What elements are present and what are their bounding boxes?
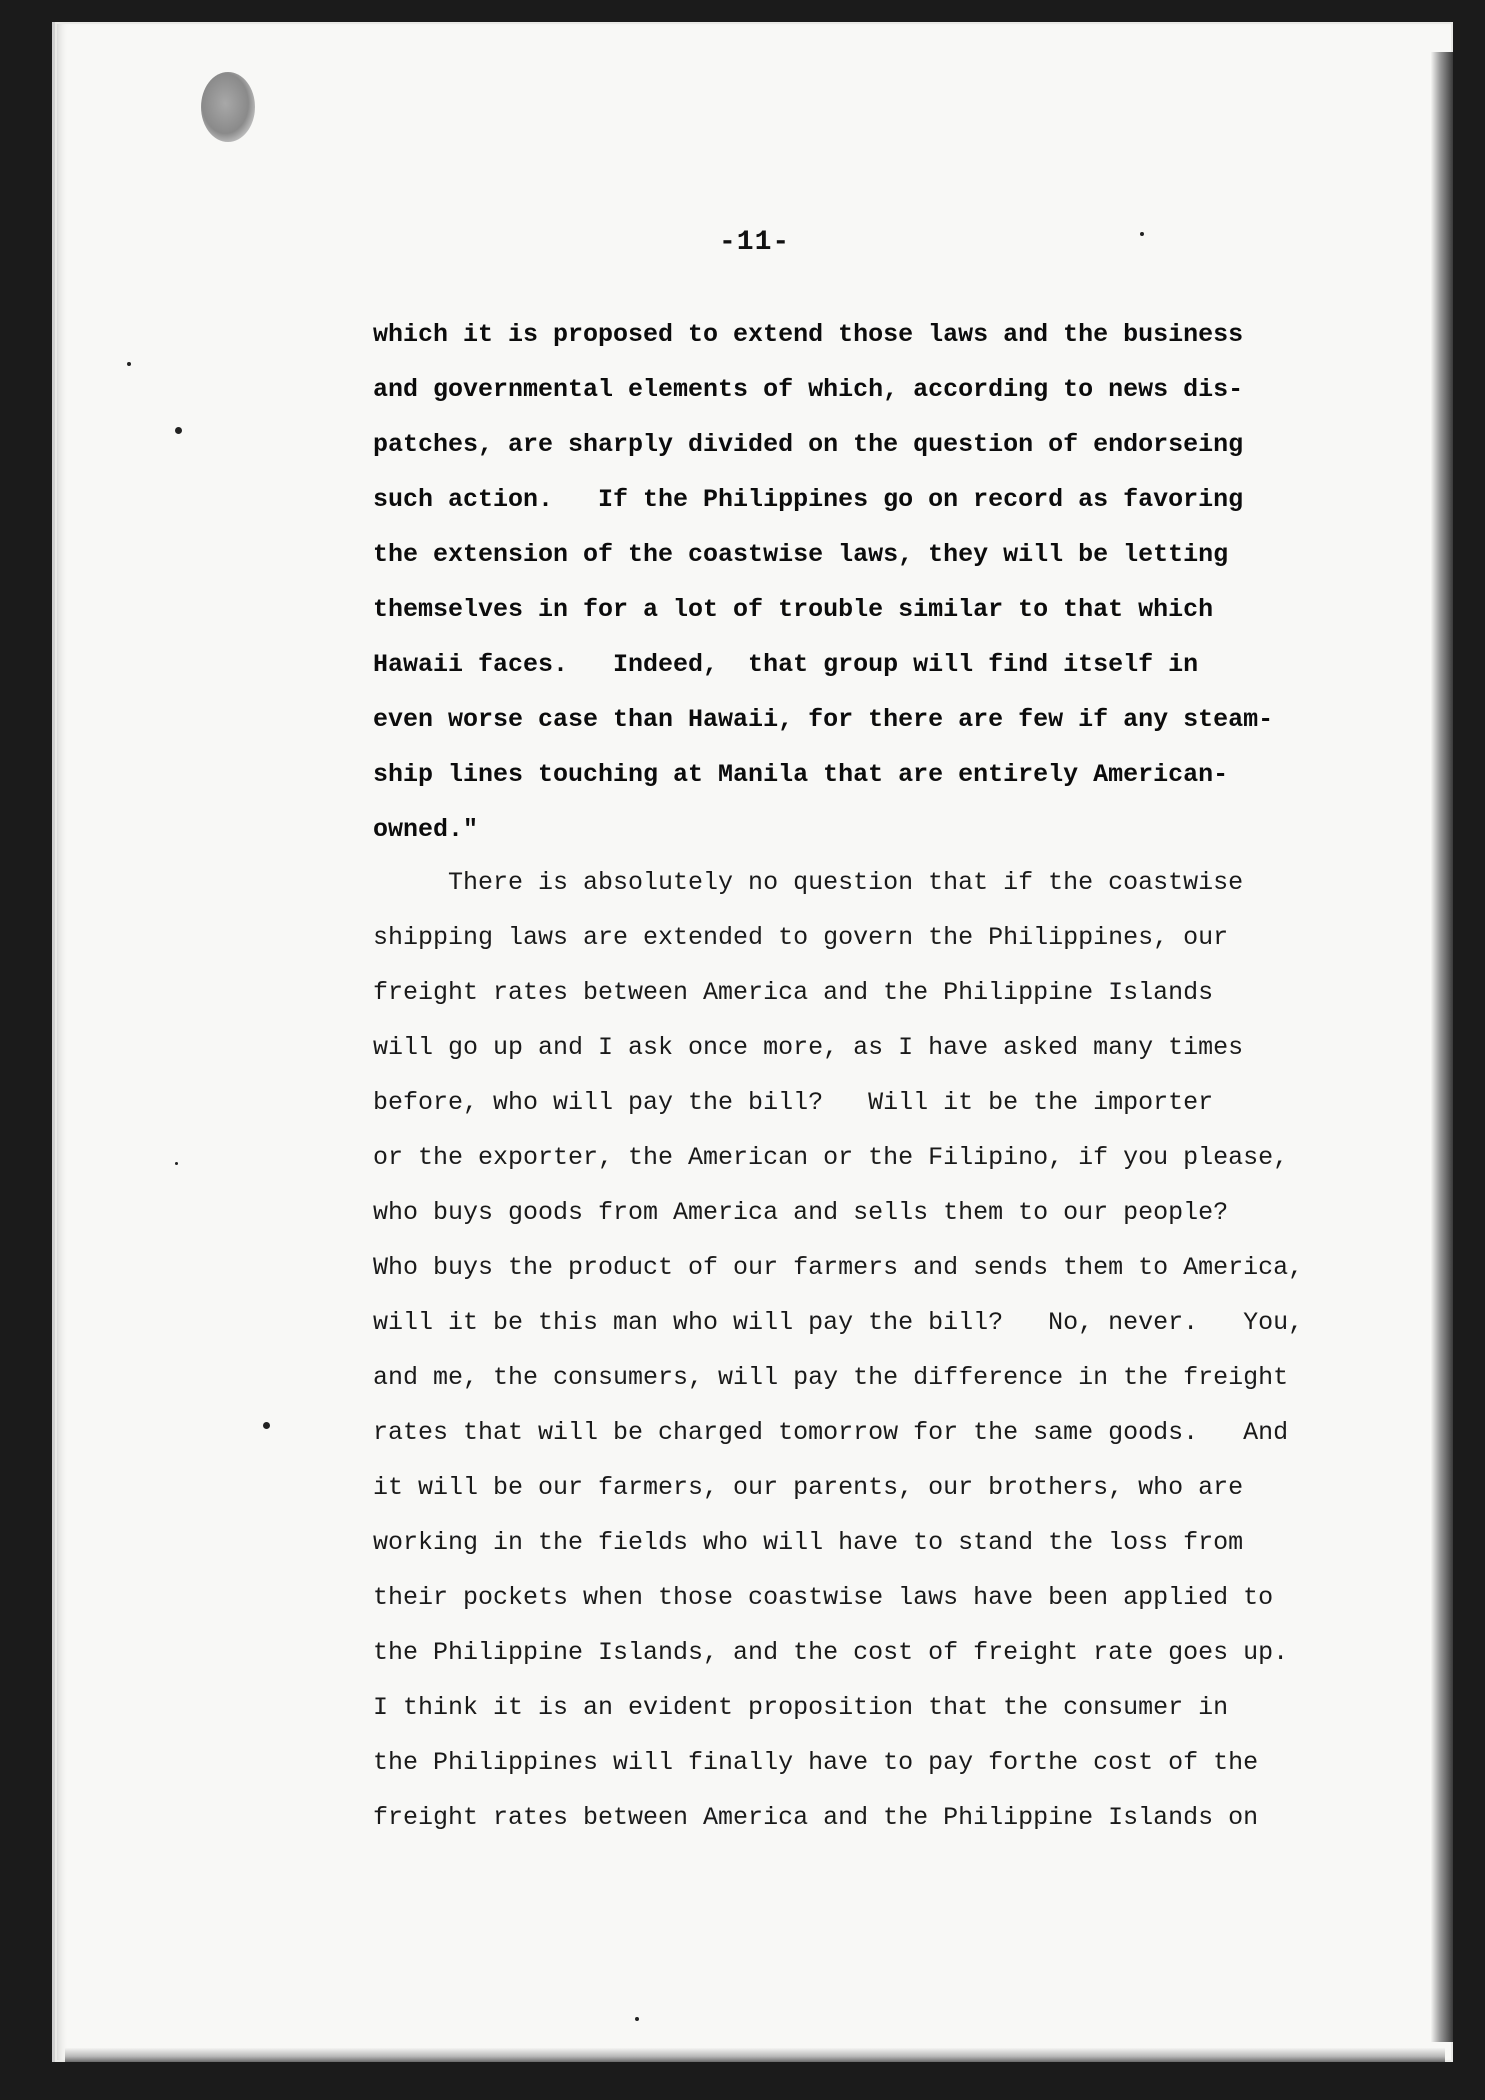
text-line: freight rates between America and the Philippine Islands on [373, 1803, 1259, 1832]
text-line: themselves in for a lot of trouble similar to that which [373, 595, 1214, 624]
text-line: which it is proposed to extend those laws and the business [373, 320, 1244, 349]
punch-hole-mark [201, 72, 255, 142]
text-line: the Philippines will finally have to pay forthe cost of the [373, 1748, 1259, 1777]
ink-speck [127, 362, 131, 366]
text-line: Who buys the product of our farmers and sends them to America, [373, 1253, 1304, 1282]
text-line: the Philippine Islands, and the cost of freight rate goes up. [373, 1638, 1289, 1667]
text-line: even worse case than Hawaii, for there are few if any steam- [373, 705, 1274, 734]
text-line: shipping laws are extended to govern the Philippines, our [373, 923, 1229, 952]
paper-sheet [52, 22, 1453, 2062]
text-line: and governmental elements of which, according to news dis- [373, 375, 1244, 404]
text-line: I think it is an evident proposition that the consumer in [373, 1693, 1229, 1722]
text-line: it will be our farmers, our parents, our brothers, who are [373, 1473, 1244, 1502]
page-number: -11- [719, 227, 791, 258]
text-line: such action. If the Philippines go on record as favoring [373, 485, 1244, 514]
page-edge-shadow [1431, 52, 1453, 2042]
text-line: owned." [373, 815, 479, 844]
ink-speck [1140, 232, 1144, 236]
text-line: before, who will pay the bill? Will it be the importer [373, 1088, 1214, 1117]
ink-speck [175, 1162, 178, 1165]
text-line: There is absolutely no question that if the coastwise [373, 868, 1244, 897]
text-line: the extension of the coastwise laws, they will be letting [373, 540, 1229, 569]
page-bottom-edge [65, 2048, 1445, 2062]
text-line: patches, are sharply divided on the question of endorseing [373, 430, 1244, 459]
ink-speck [635, 2017, 639, 2021]
text-line: rates that will be charged tomorrow for the same goods. And [373, 1418, 1289, 1447]
text-line: Hawaii faces. Indeed, that group will find itself in [373, 650, 1199, 679]
text-line: freight rates between America and the Philippine Islands [373, 978, 1214, 1007]
text-line: ship lines touching at Manila that are entirely American- [373, 760, 1229, 789]
text-line: who buys goods from America and sells them to our people? [373, 1198, 1229, 1227]
text-line: or the exporter, the American or the Filipino, if you please, [373, 1143, 1289, 1172]
ink-speck [175, 427, 182, 434]
text-line: and me, the consumers, will pay the difference in the freight [373, 1363, 1289, 1392]
text-line: will it be this man who will pay the bill? No, never. You, [373, 1308, 1304, 1337]
text-line: their pockets when those coastwise laws have been applied to [373, 1583, 1274, 1612]
text-line: working in the fields who will have to stand the loss from [373, 1528, 1244, 1557]
text-line: will go up and I ask once more, as I have asked many times [373, 1033, 1244, 1062]
ink-speck [263, 1422, 270, 1429]
